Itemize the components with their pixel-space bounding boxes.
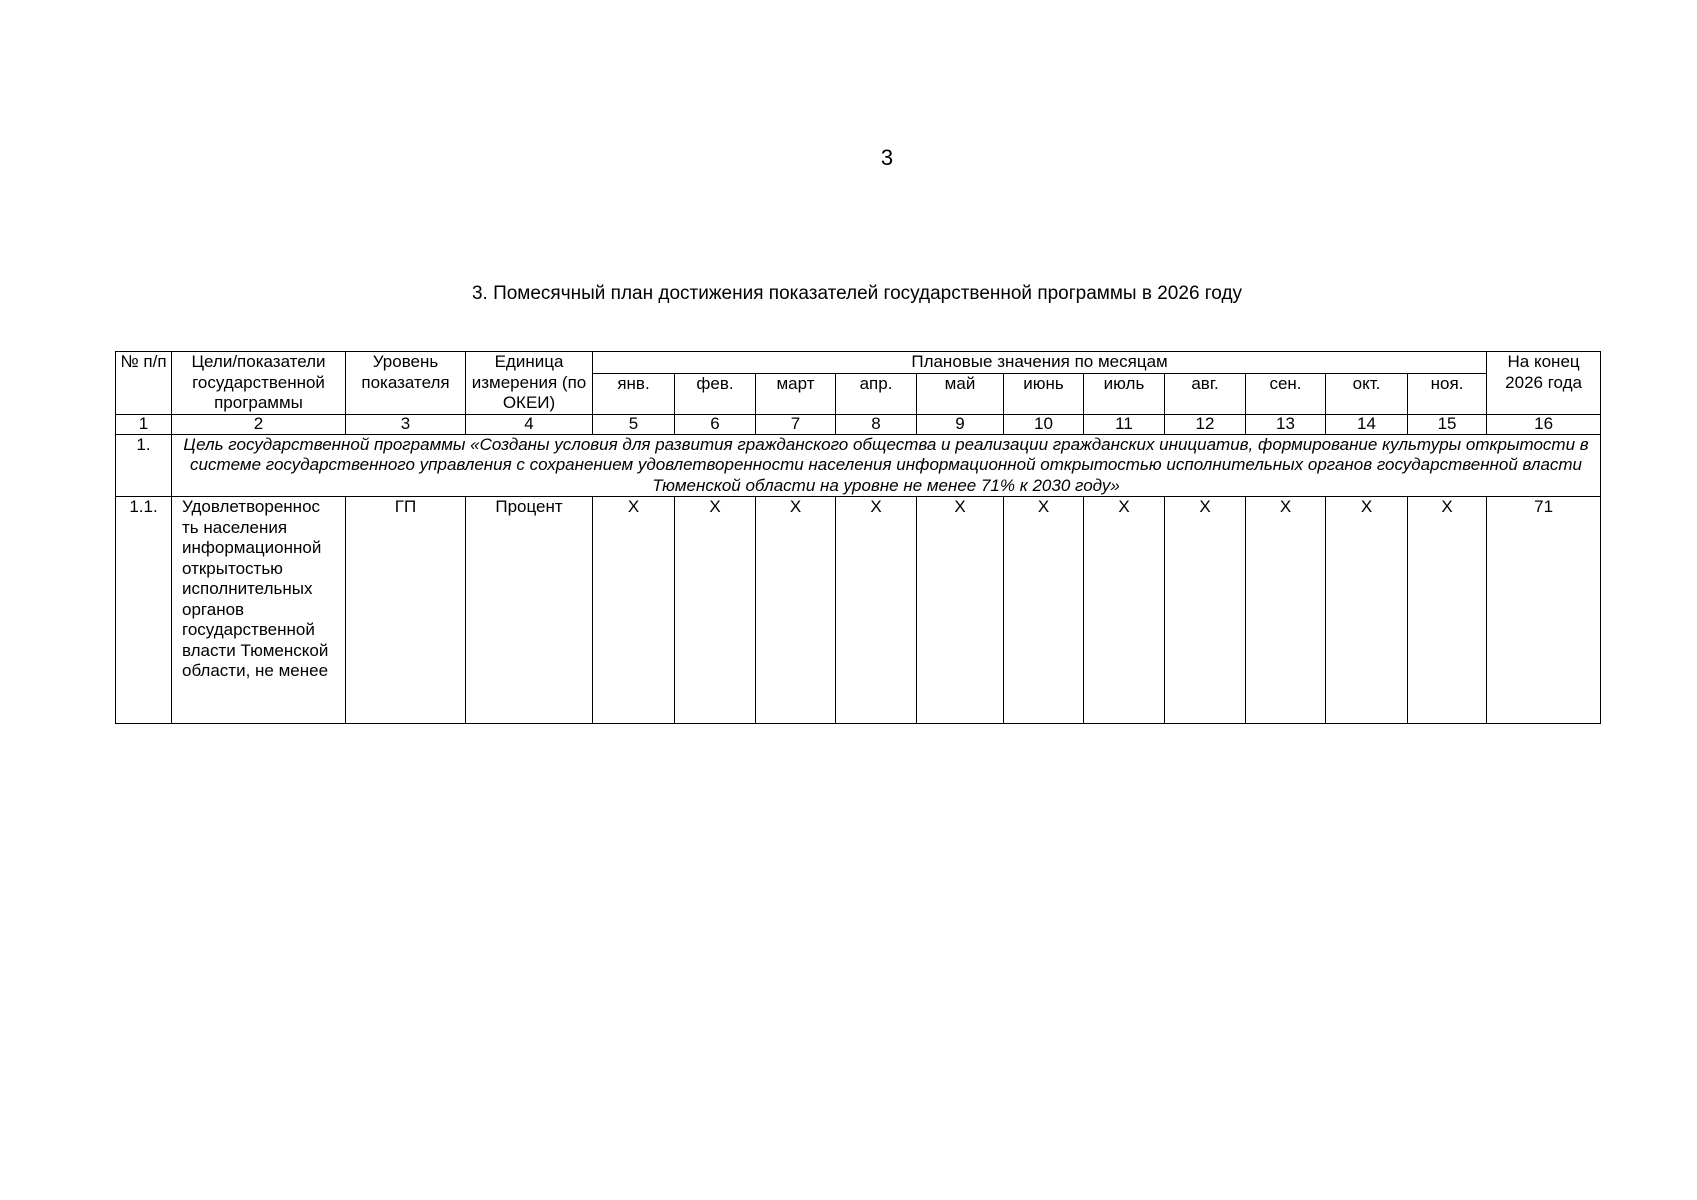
month-value: Х	[836, 497, 917, 724]
header-month: июнь	[1004, 373, 1084, 414]
header-month: ноя.	[1408, 373, 1487, 414]
goal-text: Цель государственной программы «Созданы условия для развития гражданского общества и реализации гражданских инициатив, формирование культуры открытости в системе государственного управления с сохранением удовлетворенности населения информационной открытостью исполнительных органов государственной власти Тюменской области на уровне не менее 71% к 2030 году»	[172, 434, 1601, 497]
header-goals: Цели/показатели государственной программы	[172, 352, 346, 415]
column-number: 4	[466, 414, 593, 434]
end-of-year-value: 71	[1487, 497, 1601, 724]
header-unit: Единица измерения (по ОКЕИ)	[466, 352, 593, 415]
header-month: авг.	[1165, 373, 1246, 414]
month-value: Х	[1326, 497, 1408, 724]
month-value: Х	[675, 497, 756, 724]
month-value: Х	[756, 497, 836, 724]
page-number: 3	[880, 145, 894, 170]
column-number: 14	[1326, 414, 1408, 434]
column-number: 11	[1084, 414, 1165, 434]
month-value: Х	[1004, 497, 1084, 724]
column-number: 3	[346, 414, 466, 434]
indicator-unit: Процент	[466, 497, 593, 724]
document-title: 3. Помесячный план достижения показателей государственной программы в 2026 году	[471, 283, 1243, 304]
header-level: Уровень показателя	[346, 352, 466, 415]
row-num: 1.1.	[116, 497, 172, 724]
column-number: 8	[836, 414, 917, 434]
header-month: сен.	[1246, 373, 1326, 414]
header-month: фев.	[675, 373, 756, 414]
column-number: 7	[756, 414, 836, 434]
indicator-name: Удовлетвореннос ть населения информационной открытостью исполнительных органов государственной власти Тюменской области, не менее	[172, 497, 346, 724]
header-month: март	[756, 373, 836, 414]
column-number: 9	[917, 414, 1004, 434]
header-end-of-year: На конец 2026 года	[1487, 352, 1601, 415]
column-number: 12	[1165, 414, 1246, 434]
indicator-level: ГП	[346, 497, 466, 724]
column-number: 5	[593, 414, 675, 434]
header-month: июль	[1084, 373, 1165, 414]
month-value: Х	[1408, 497, 1487, 724]
header-month: окт.	[1326, 373, 1408, 414]
goal-num: 1.	[116, 434, 172, 497]
header-month: май	[917, 373, 1004, 414]
month-value: Х	[1246, 497, 1326, 724]
header-plan-group: Плановые значения по месяцам	[593, 352, 1487, 374]
month-value: Х	[1165, 497, 1246, 724]
column-number: 15	[1408, 414, 1487, 434]
column-number: 13	[1246, 414, 1326, 434]
column-numbers-row	[116, 414, 1601, 434]
goal-row	[116, 434, 1601, 497]
month-value: Х	[593, 497, 675, 724]
header-month: янв.	[593, 373, 675, 414]
header-month: апр.	[836, 373, 917, 414]
column-number: 16	[1487, 414, 1601, 434]
column-number: 10	[1004, 414, 1084, 434]
column-number: 2	[172, 414, 346, 434]
table-row	[116, 497, 1601, 724]
monthly-plan-table	[115, 351, 1601, 724]
header-row	[116, 352, 1601, 374]
header-num: № п/п	[116, 352, 172, 415]
month-value: Х	[1084, 497, 1165, 724]
column-number: 1	[116, 414, 172, 434]
column-number: 6	[675, 414, 756, 434]
month-value: Х	[917, 497, 1004, 724]
